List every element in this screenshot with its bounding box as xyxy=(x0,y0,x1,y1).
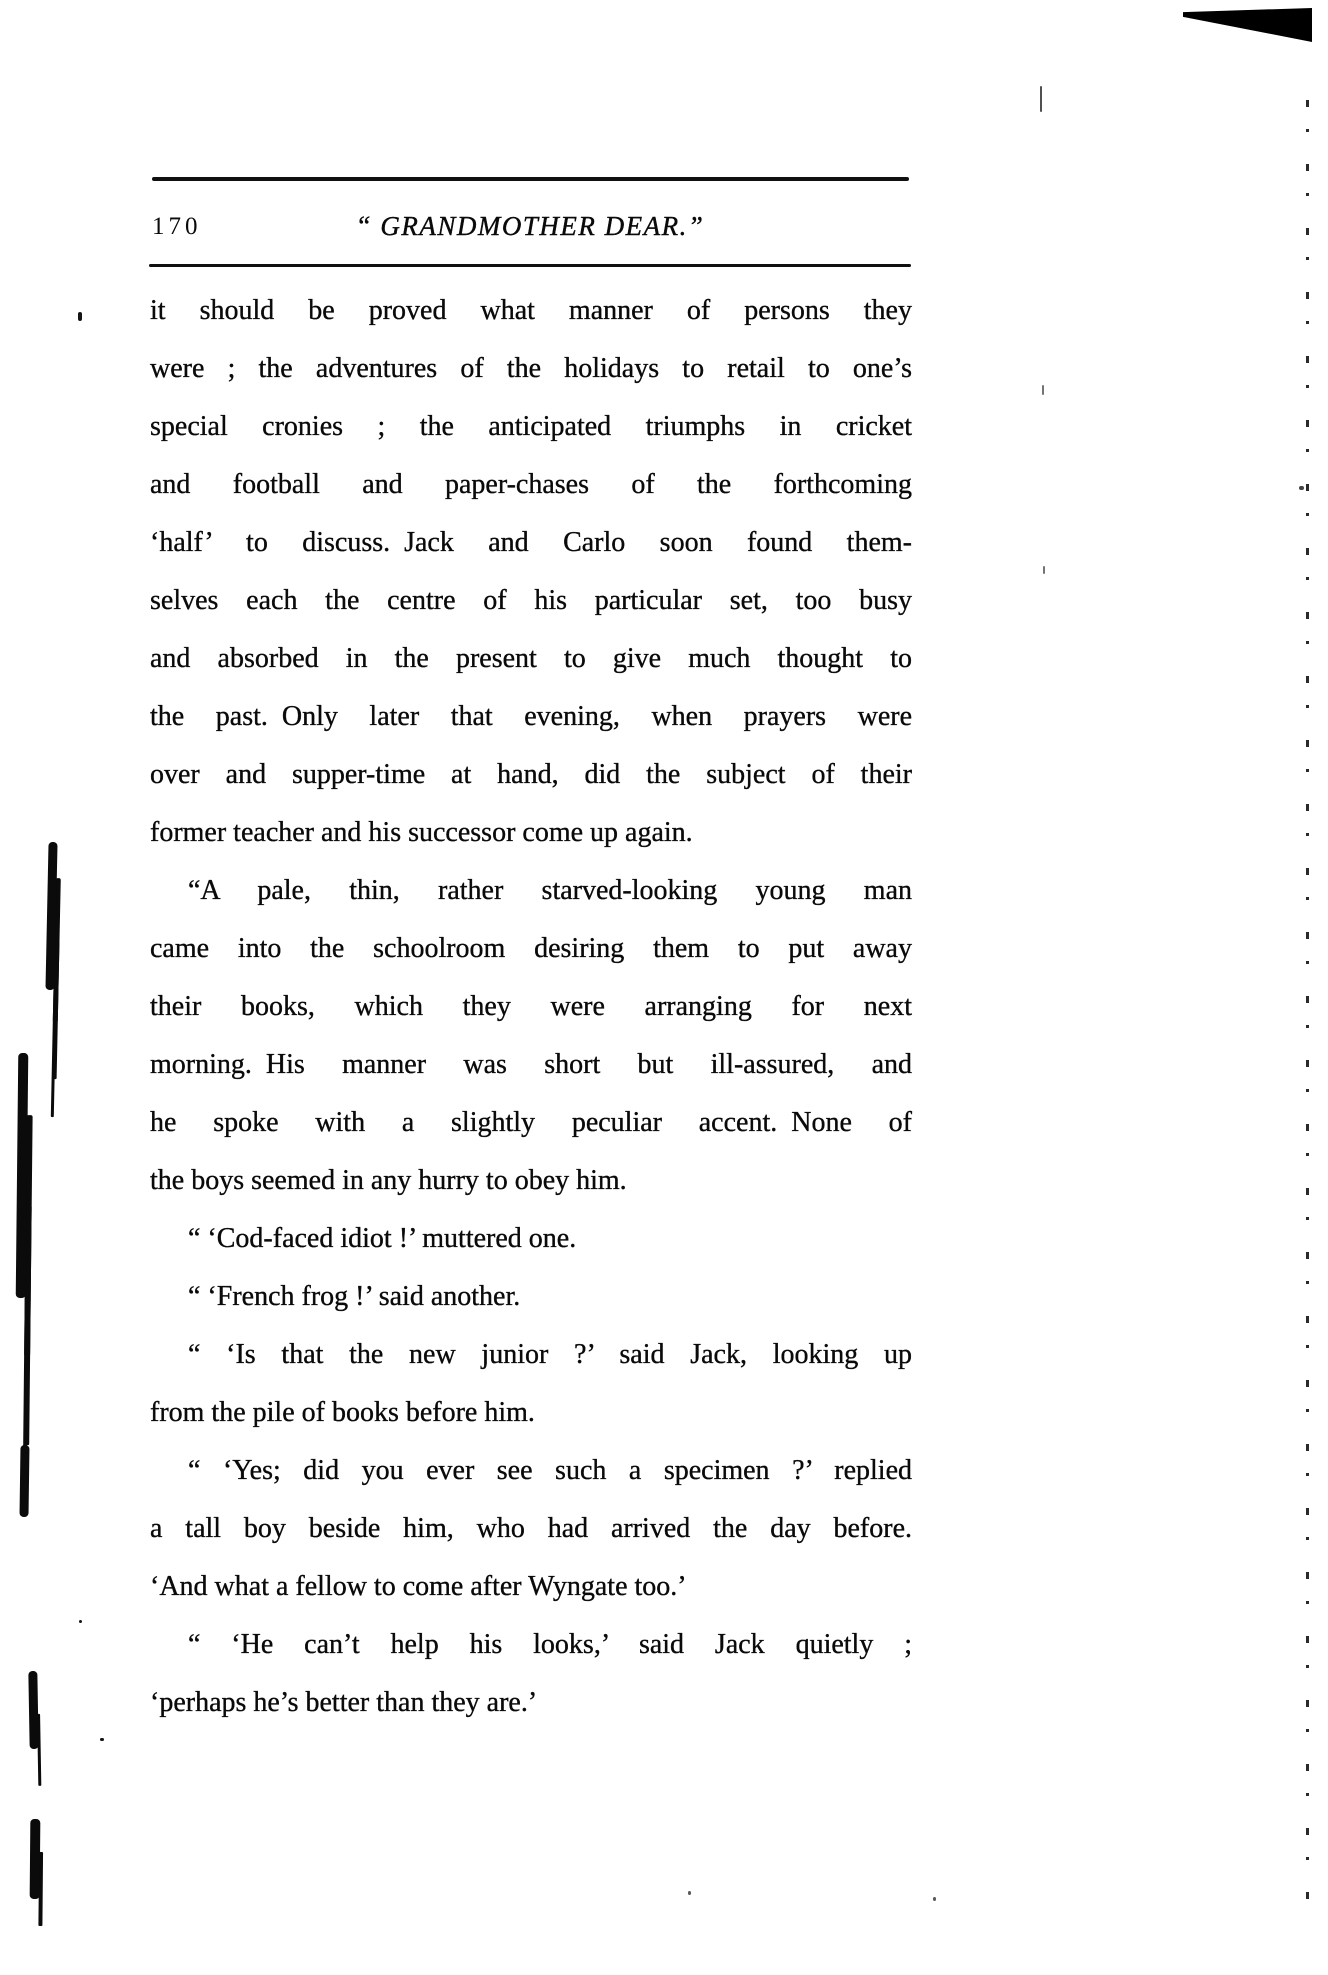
ink-mark-artifact xyxy=(45,842,57,990)
text-line: were ; the adventures of the holidays to retail to one’s xyxy=(150,353,912,384)
header-rule-top xyxy=(152,177,909,181)
text-line: ‘perhaps he’s better than they are.’ xyxy=(150,1687,538,1718)
page-number: 170 xyxy=(152,213,202,240)
text-line: over and supper-time at hand, did the subject of their xyxy=(150,759,912,790)
text-line: it should be proved what manner of persons they xyxy=(150,295,912,326)
ink-speck-artifact xyxy=(79,1620,82,1623)
text-line: the past. Only later that evening, when prayers were xyxy=(150,701,912,732)
text-line: the boys seemed in any hurry to obey him. xyxy=(150,1165,627,1196)
ink-speck-artifact xyxy=(78,312,82,321)
text-line: and absorbed in the present to give much thought to xyxy=(150,643,912,674)
text-line: former teacher and his successor come up again. xyxy=(150,817,693,848)
ink-speck-artifact xyxy=(100,1738,104,1741)
text-line: he spoke with a slightly peculiar accent. None of xyxy=(150,1107,912,1138)
text-line: from the pile of books before him. xyxy=(150,1397,535,1428)
page-edge-line-artifact xyxy=(1306,100,1309,1900)
text-line: their books, which they were arranging for next xyxy=(150,991,912,1022)
ink-mark-artifact xyxy=(19,1445,29,1517)
ink-speck-artifact xyxy=(1299,486,1304,490)
text-line: special cronies ; the anticipated triumphs in cricket xyxy=(150,411,912,442)
text-line: “ ‘French frog !’ said another. xyxy=(188,1281,521,1312)
ink-speck-artifact xyxy=(1040,86,1042,112)
text-line: “ ‘He can’t help his looks,’ said Jack quietly ; xyxy=(188,1629,912,1660)
ink-mark-artifact xyxy=(16,1053,29,1298)
ink-speck-artifact xyxy=(1042,385,1044,395)
text-line: “A pale, thin, rather starved-looking young man xyxy=(188,875,912,906)
ink-mark-artifact xyxy=(30,1819,41,1899)
page-text xyxy=(150,282,912,1732)
ink-speck-artifact xyxy=(933,1897,936,1901)
text-line: came into the schoolroom desiring them to put away xyxy=(150,933,912,964)
page-curl-artifact xyxy=(1183,8,1312,42)
ink-speck-artifact xyxy=(688,1891,691,1895)
ink-speck-artifact xyxy=(1043,566,1045,574)
text-line: ‘And what a fellow to come after Wyngate too.’ xyxy=(150,1571,687,1602)
text-line: morning. His manner was short but ill-assured, and xyxy=(150,1049,912,1080)
text-line: “ ‘Is that the new junior ?’ said Jack, looking up xyxy=(188,1339,912,1370)
text-line: and football and paper-chases of the forthcoming xyxy=(150,469,912,500)
running-header-title: “ GRANDMOTHER DEAR.” xyxy=(355,211,705,241)
text-line: selves each the centre of his particular set, too busy xyxy=(150,585,912,616)
header-rule-bottom xyxy=(149,264,911,267)
text-line: “ ‘Cod-faced idiot !’ muttered one. xyxy=(188,1223,577,1254)
text-line: a tall boy beside him, who had arrived the day before. xyxy=(150,1513,912,1544)
text-line: “ ‘Yes; did you ever see such a specimen ?’ replied xyxy=(188,1455,912,1486)
ink-mark-artifact xyxy=(28,1671,38,1749)
text-line: ‘half’ to discuss. Jack and Carlo soon found them- xyxy=(150,527,912,558)
